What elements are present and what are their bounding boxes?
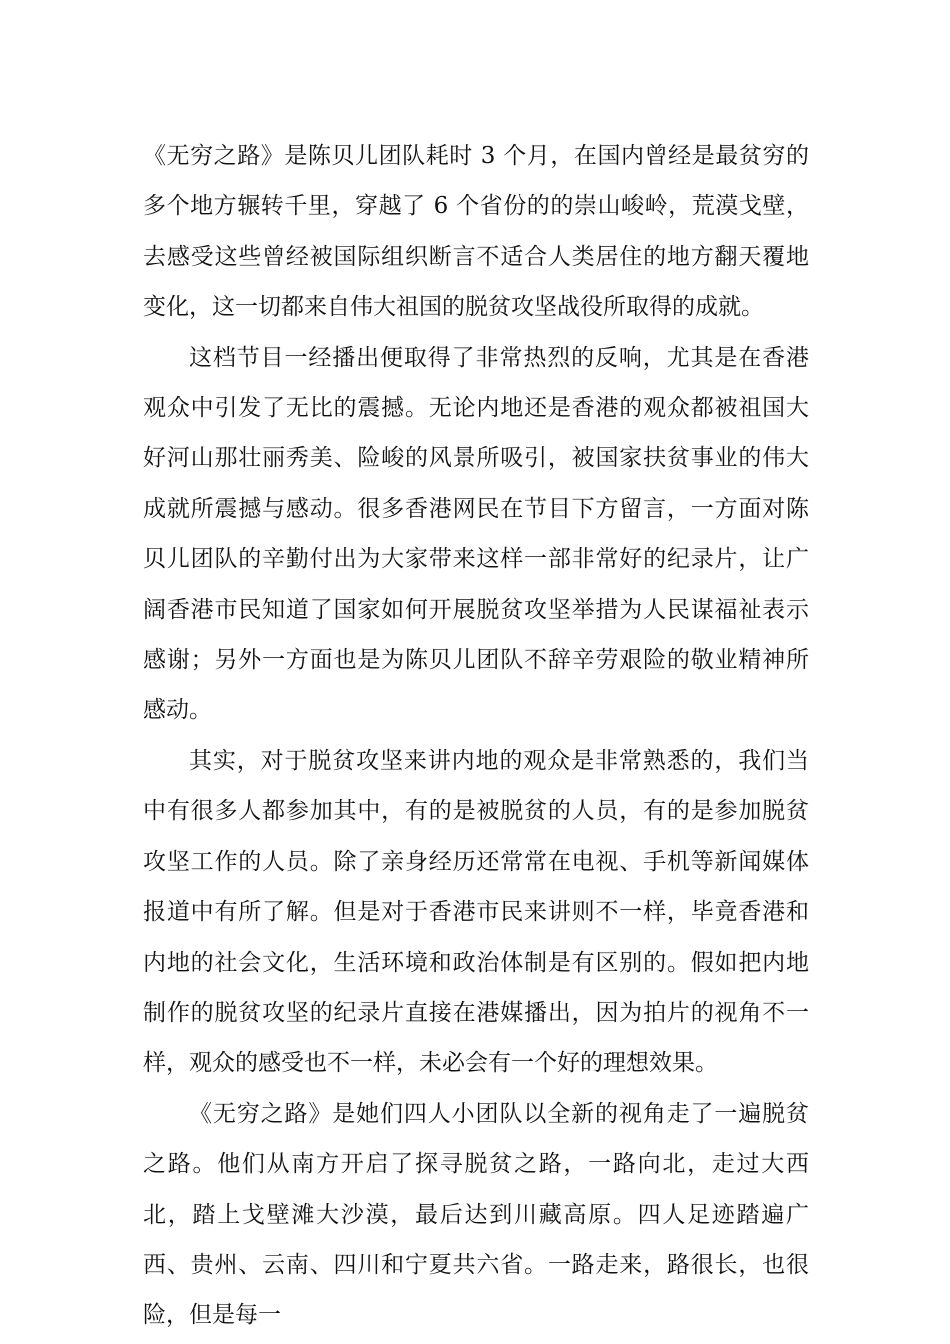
paragraph-3: 其实，对于脱贫攻坚来讲内地的观众是非常熟悉的，我们当中有很多人都参加其中，有的是被脱贫的人员，有的是参加脱贫攻坚工作的人员。除了亲身经历还常常在电视、手机等新闻媒体报道中有所了解。但是对于香港市民来讲则不一样，毕竟香港和内地的社会文化，生活环境和政治体制是有区别的。假如把内地制作的脱贫攻坚的纪录片直接在港媒播出，因为拍片的视角不一样，观众的感受也不一样，未必会有一个好的理想效果。 (143, 747, 809, 1077)
body-text (143, 131, 809, 1341)
paragraph-4: 《无穷之路》是她们四人小团队以全新的视角走了一遍脱贫之路。他们从南方开启了探寻脱贫之路，一路向北，走过大西北，踏上戈壁滩大沙漠，最后达到川藏高原。四人足迹踏遍广西、贵州、云南、四川和宁夏共六省。一路走来，路很长，也很险，但是每一 (143, 1100, 809, 1329)
paragraph-2: 这档节目一经播出便取得了非常热烈的反响，尤其是在香港观众中引发了无比的震撼。无论内地还是香港的观众都被祖国大好河山那壮丽秀美、险峻的风景所吸引，被国家扶贫事业的伟大成就所震撼与感动。很多香港网民在节目下方留言，一方面对陈贝儿团队的辛勤付出为大家带来这样一部非常好的纪录片，让广阔香港市民知道了国家如何开展脱贫攻坚举措为人民谋福祉表示感谢；另外一方面也是为陈贝儿团队不辞辛劳艰险的敬业精神所感动。 (143, 344, 809, 724)
paragraph-1: 《无穷之路》是陈贝儿团队耗时 3 个月，在国内曾经是最贫穷的多个地方辗转千里，穿越了 6 个省份的的崇山峻岭，荒漠戈壁，去感受这些曾经被国际组织断言不适合人类居住的地方翻天覆地变化，这一切都来自伟大祖国的脱贫攻坚战役所取得的成就。 (143, 143, 809, 321)
